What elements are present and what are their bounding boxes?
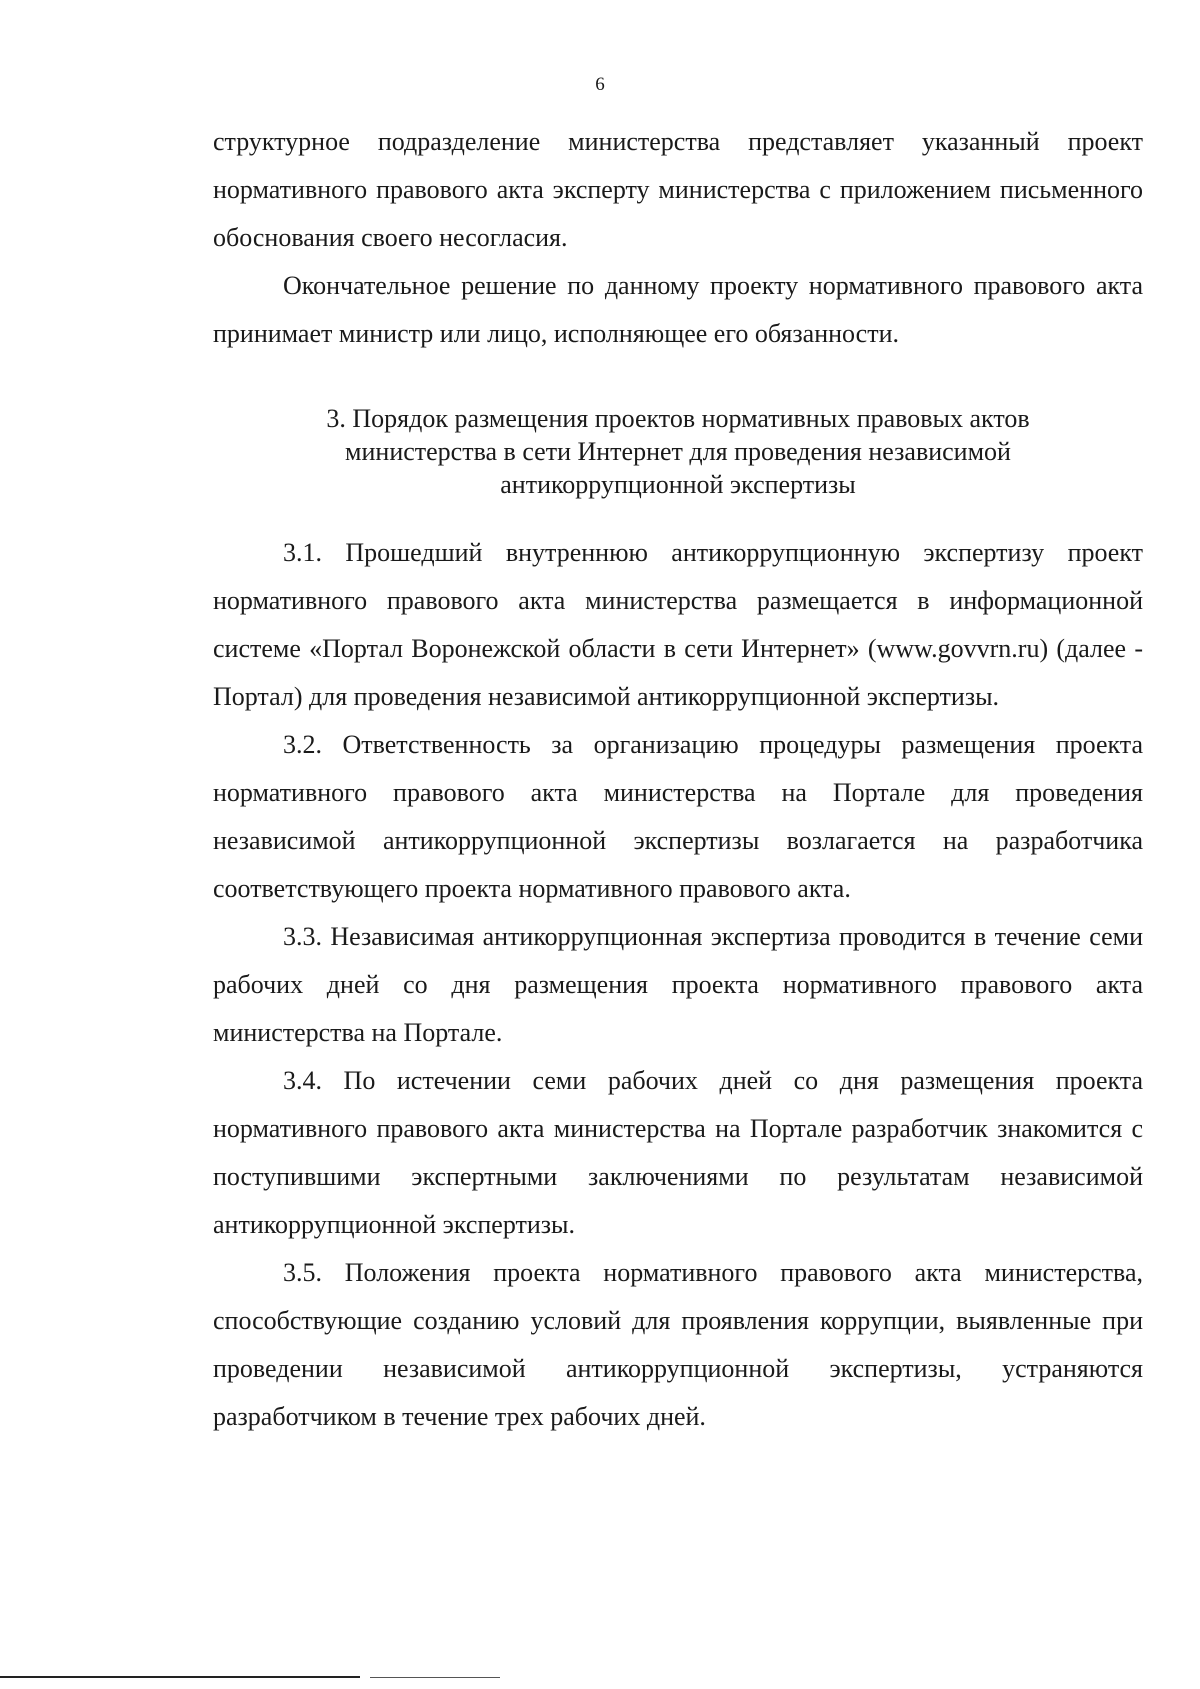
paragraph-3-1: 3.1. Прошедший внутреннюю антикоррупционную экспертизу проект нормативного правового акта министерства размещается в информационной системе «Портал Воронежской области в сети Интернет» (www.govvrn.ru) (далее - Портал) для проведения независимой антикоррупционной экспертизы.	[213, 538, 1143, 711]
section-heading-line: 3. Порядок размещения проектов нормативных правовых актов	[326, 404, 1030, 433]
paragraph-3-3: 3.3. Независимая антикоррупционная экспертиза проводится в течение семи рабочих дней со дня размещения проекта нормативного правового акта министерства на Портале.	[213, 922, 1143, 1047]
section-heading	[213, 402, 1143, 501]
document-body	[213, 118, 1143, 1441]
scan-edge-line	[370, 1677, 500, 1678]
section-heading-line: министерства в сети Интернет для проведения независимой	[345, 437, 1011, 466]
paragraph-continuation: структурное подразделение министерства представляет указанный проект нормативного правового акта эксперту министерства с приложением письменного обоснования своего несогласия.	[213, 127, 1143, 252]
section-heading-line: антикоррупционной экспертизы	[500, 470, 856, 499]
paragraph-final-decision: Окончательное решение по данному проекту нормативного правового акта принимает министр или лицо, исполняющее его обязанности.	[213, 271, 1143, 348]
page-number: 6	[595, 74, 605, 95]
paragraph-3-2: 3.2. Ответственность за организацию процедуры размещения проекта нормативного правового акта министерства на Портале для проведения независимой антикоррупционной экспертизы возлагается на разработчика соответствующего проекта нормативного правового акта.	[213, 730, 1143, 903]
paragraph-3-4: 3.4. По истечении семи рабочих дней со дня размещения проекта нормативного правового акта министерства на Портале разработчик знакомится с поступившими экспертными заключениями по результатам независимой антикоррупционной экспертизы.	[213, 1066, 1143, 1239]
scan-edge-line	[0, 1676, 360, 1678]
paragraph-3-5: 3.5. Положения проекта нормативного правового акта министерства, способствующие созданию условий для проявления коррупции, выявленные при проведении независимой антикоррупционной экспертизы, устраняются разработчиком в течение трех рабочих дней.	[213, 1258, 1143, 1431]
